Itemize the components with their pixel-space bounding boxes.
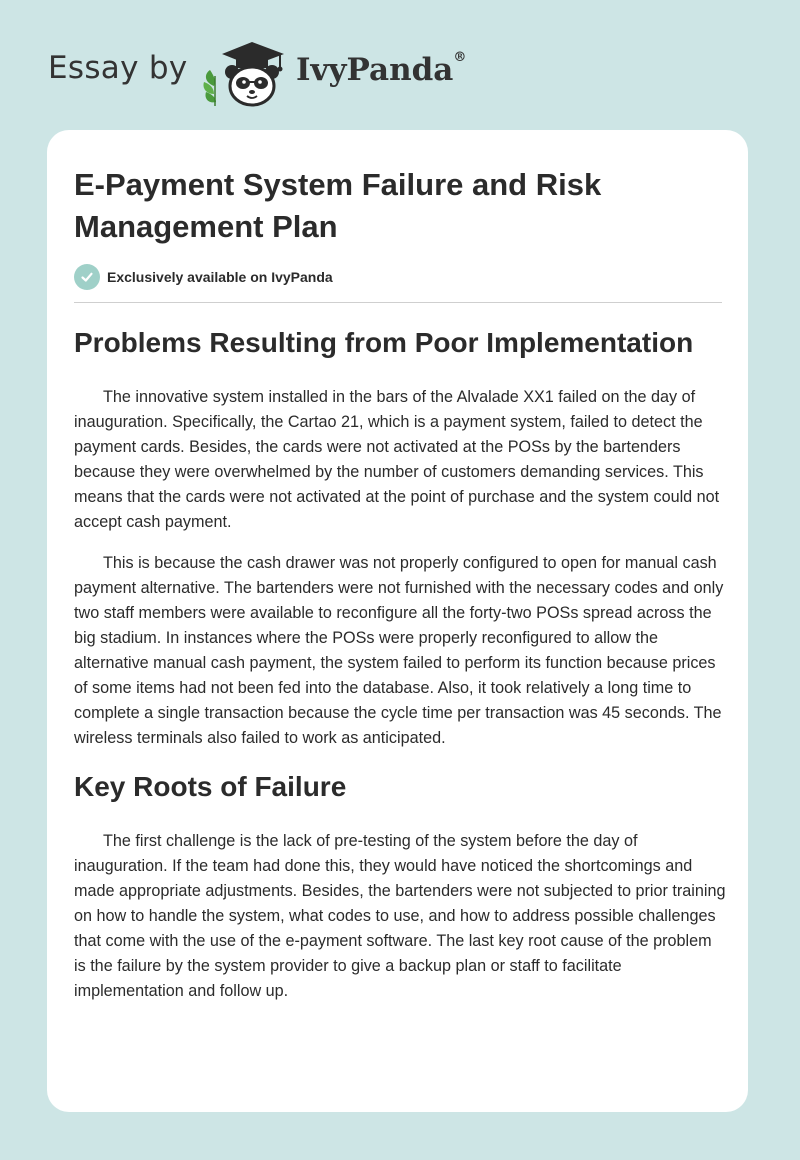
exclusive-badge [74, 263, 333, 291]
paragraph: The first challenge is the lack of pre-testing of the system before the day of inauguration. If the team had done this, they would have noticed the shortcomings and made appropriate adjustments. Besides, the bartenders were not subjected to prior training on how to handle the system, what codes to use, and how to address possible challenges that come with the use of the e-payment software. The last key root cause of the problem is the failure by the system provider to give a backup plan or staff to facilitate implementation and follow up. [74, 832, 726, 1000]
article-card [47, 130, 748, 1112]
panda-logo-icon [200, 36, 292, 108]
page-title: E-Payment System Failure and Risk Management Plan [74, 167, 602, 244]
site-header [0, 0, 800, 130]
section-heading: Problems Resulting from Poor Implementation [74, 327, 694, 358]
section-heading: Key Roots of Failure [74, 771, 347, 802]
paragraph: The innovative system installed in the bars of the Alvalade XX1 failed on the day of inauguration. Specifically, the Cartao 21, which is a payment system, failed to detect the payment cards. Besides, the cards were not activated at the POSs by the bartenders because they were overwhelmed by the number of customers demanding services. This means that the cards were not activated at the point of purchase and the system could not accept cash payment. [74, 388, 720, 531]
brand-name: IvyPanda® [296, 50, 467, 88]
divider [74, 302, 722, 303]
check-icon [74, 264, 100, 290]
badge-text: Exclusively available on IvyPanda [107, 269, 333, 285]
paragraph: This is because the cash drawer was not properly configured to open for manual cash payment alternative. The bartenders were not furnished with the necessary codes and only two staff members were available to reconfigure all the forty-two POSs spread across the big stadium. In instances where the POSs were properly reconfigured to allow the alternative manual cash payment, the system failed to perform its function because prices of some items had not been fed into the database. Also, it took relatively a long time to complete a single transaction because the cycle time per transaction was 45 seconds. The wireless terminals also failed to work as anticipated. [74, 554, 724, 747]
essay-by-label: Essay by [48, 50, 188, 86]
